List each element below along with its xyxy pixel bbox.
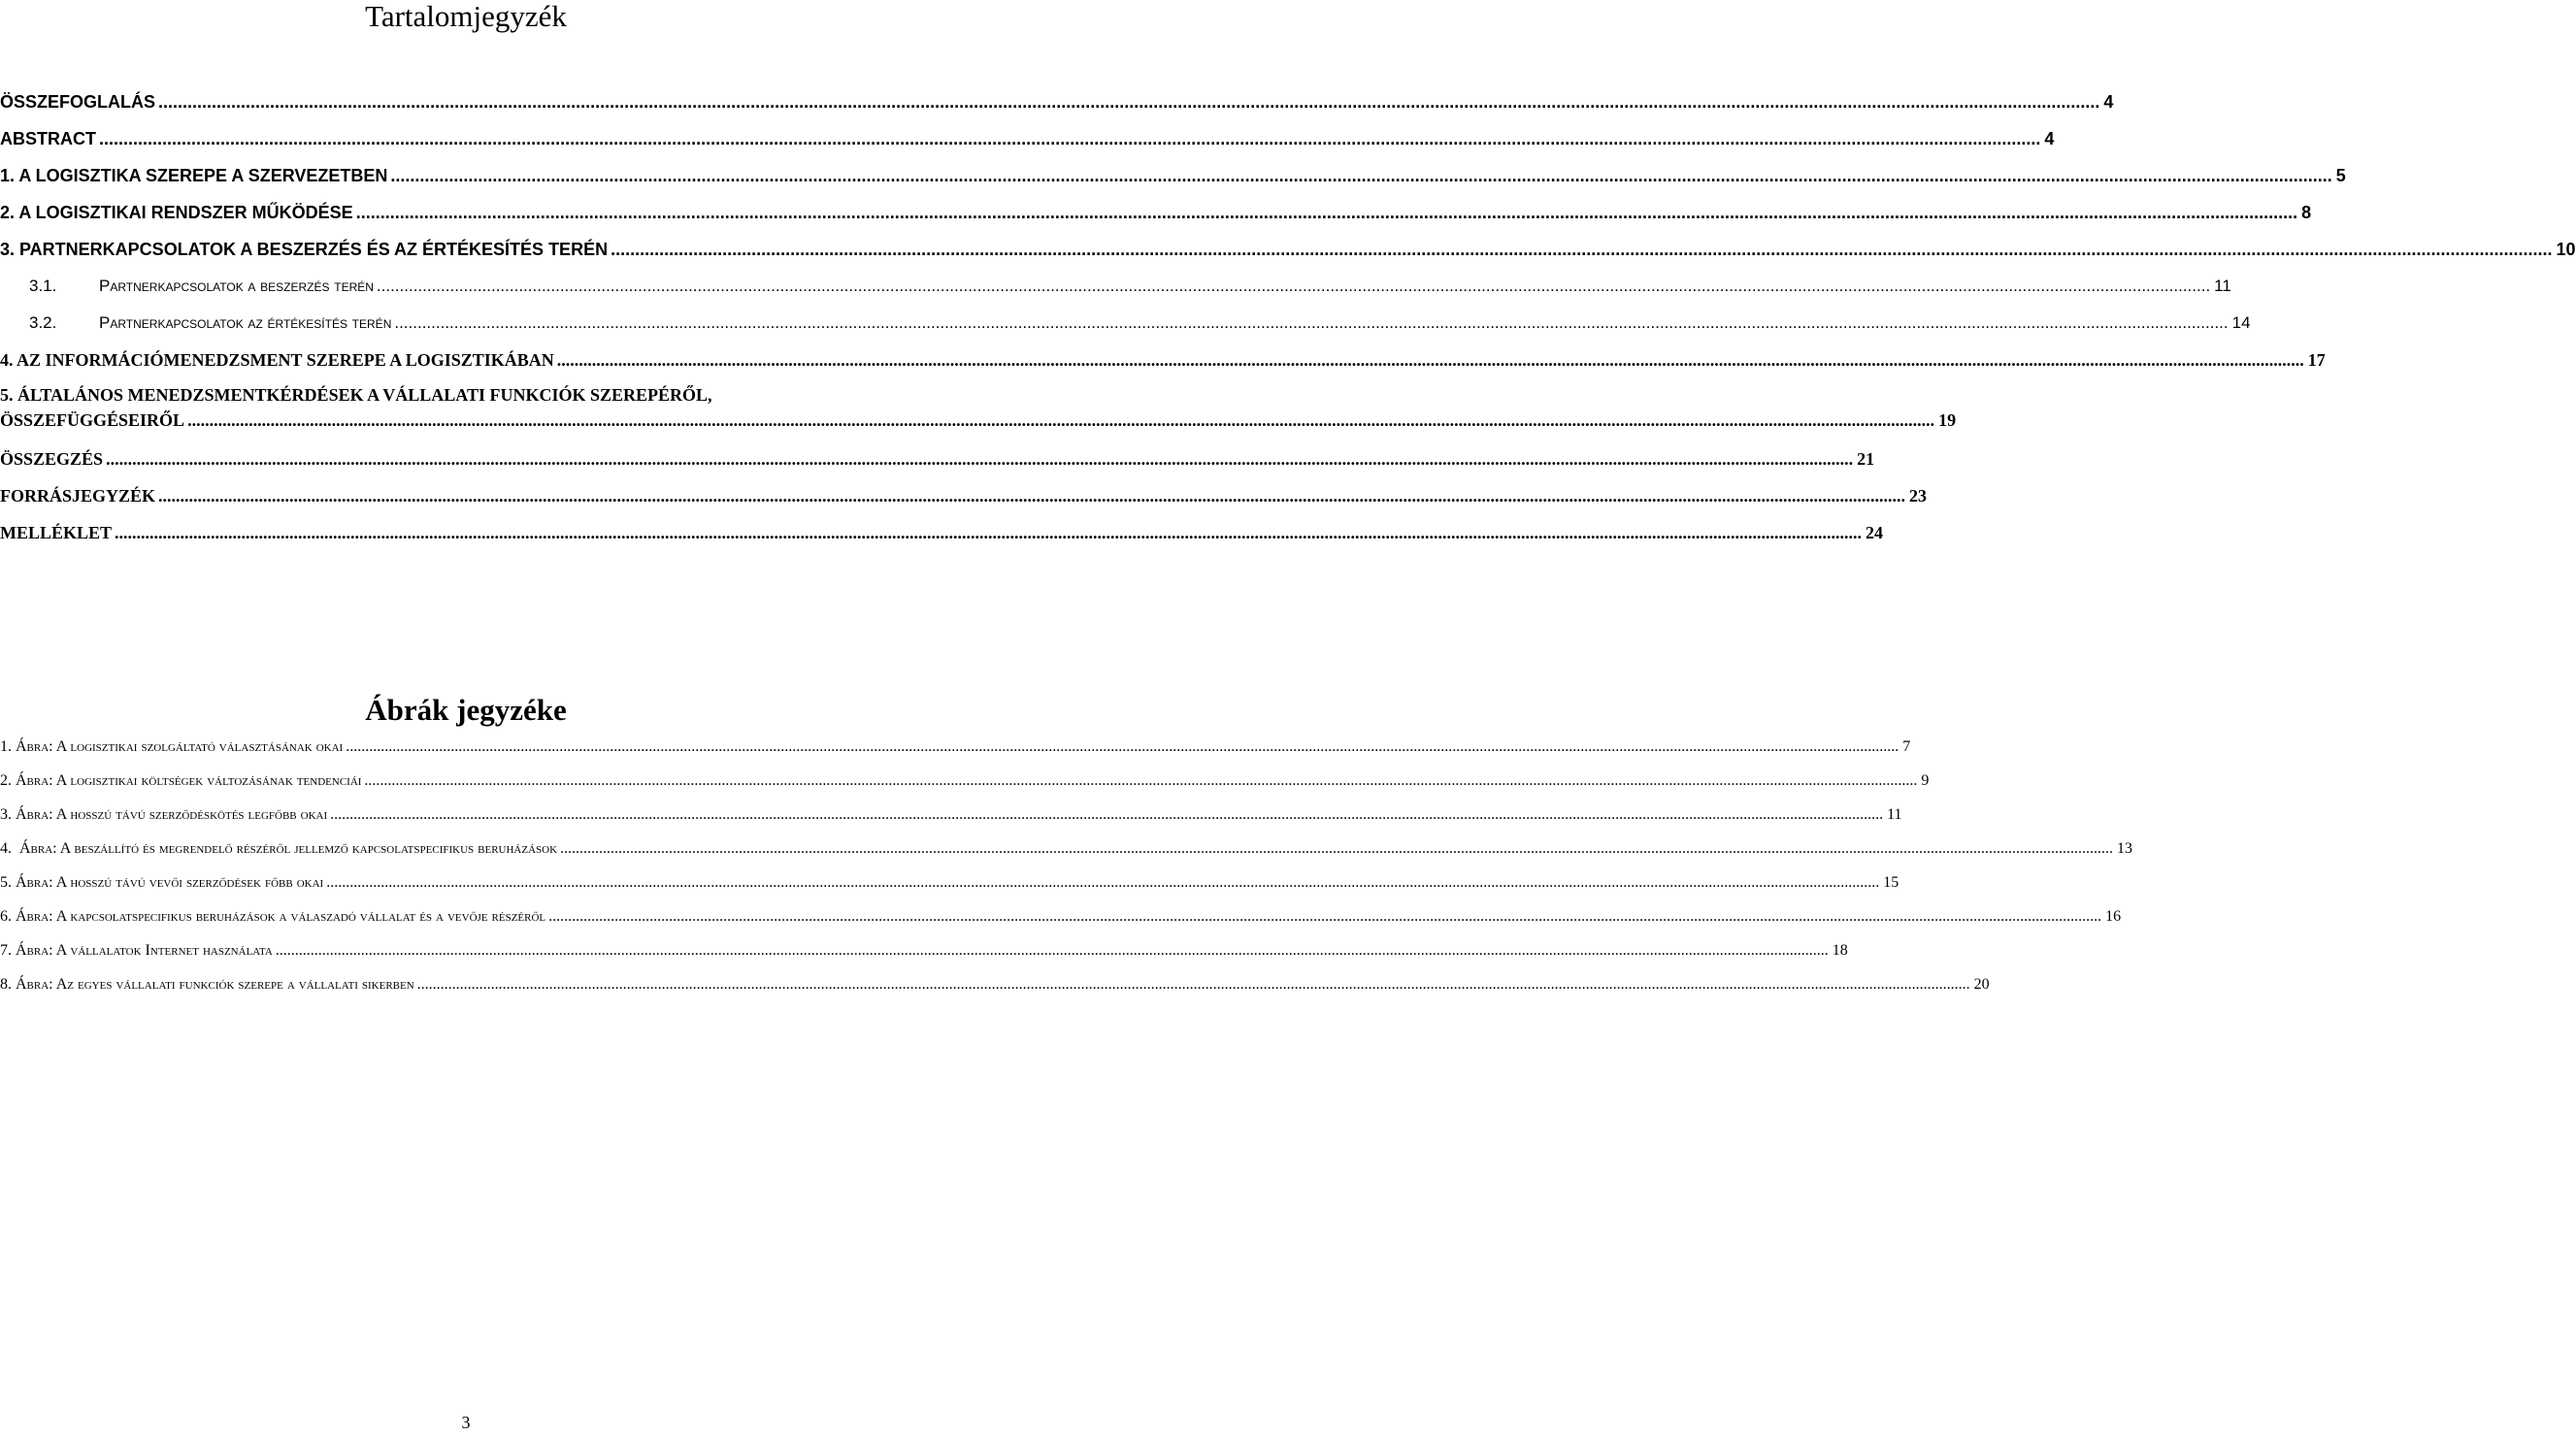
figure-entry-number: 3. [0,806,16,823]
figure-entry[interactable] [0,730,1911,764]
figure-entry-page: 13 [2117,840,2133,857]
figure-entry-page: 18 [1832,942,1848,959]
toc-entry-label-line2: ÖSSZEFÜGGÉSEIRŐL [0,410,185,430]
leader-dots: ................................................................................................................................................................................................................................................................................................................................................................................................................ [330,806,1884,823]
figure-entry-number: 6. [0,908,16,925]
figure-entry-number: 8. [0,976,16,993]
leader-dots: ................................................................................................................................................................................................................................................................................................................................................................................................................ [556,350,2304,370]
leader-dots: ................................................................................................................................................................................................................................................................................................................................................................................................................ [106,449,1854,469]
figure-entry-text: Ábra: A beszállító és megrendelő részéről jellemző kapcsolatspecifikus beruházások [19,840,558,857]
leader-dots: ................................................................................................................................................................................................................................................................................................................................................................................................................ [326,874,1880,891]
toc-entry-page: 8 [2301,203,2312,222]
figure-entry[interactable] [0,764,1930,798]
figure-entry-number: 7. [0,942,16,959]
list-of-figures [0,730,2133,1001]
toc-entry-page: 5 [2335,166,2346,185]
toc-subentry-label [29,305,392,342]
figure-entry-label [0,967,415,1001]
toc-entry-label: 2. A LOGISZTIKAI RENDSZER MŰKÖDÉSE [0,203,353,222]
figure-entry-text: Ábra: A hosszú távú vevői szerződések főbb okai [16,874,324,891]
page-title: Tartalomjegyzék [365,0,567,33]
toc-entry-label: FORRÁSJEGYZÉK [0,486,156,506]
figure-entry-text: Ábra: Az egyes vállalati funkciók szerepe a vállalati sikerben [16,976,414,993]
toc-entry-label: 3. PARTNERKAPCSOLATOK A BESZERZÉS ÉS AZ ÉRTÉKESÍTÉS TERÉN [0,240,609,259]
toc-entry-page: 24 [1866,523,1884,542]
toc-subentry-number: 3.1. [29,277,57,295]
figure-entry-label [0,730,344,764]
figure-entry-page: 15 [1883,874,1899,891]
toc-subentry[interactable] [0,305,2251,342]
toc-entry-page: 4 [2103,92,2114,112]
figure-entry[interactable] [0,832,2133,865]
toc-entry-page: 17 [2307,350,2326,370]
figure-entry-label [0,933,274,967]
toc-entry[interactable] [0,120,2055,157]
leader-dots: ................................................................................................................................................................................................................................................................................................................................................................................................................ [187,410,1935,430]
toc-entry[interactable] [0,231,2576,268]
figure-entry-text: Ábra: A hosszú távú szerződéskötés legfőbb okai [16,806,328,823]
figure-entry-label [0,832,558,865]
leader-dots: ................................................................................................................................................................................................................................................................................................................................................................................................................ [99,129,2041,148]
toc-entry-page: 4 [2044,129,2055,148]
table-of-contents [0,83,2576,551]
figure-entry-label [0,865,324,899]
figures-list-title: Ábrák jegyzéke [365,693,567,727]
toc-entry-label: ÖSSZEFOGLALÁS [0,92,156,112]
figure-entry-number: 1. [0,738,16,755]
toc-subentry[interactable] [0,268,2231,305]
figure-entry-label [0,899,546,933]
leader-dots: ................................................................................................................................................................................................................................................................................................................................................................................................................ [158,486,1906,506]
figure-entry[interactable] [0,933,1848,967]
leader-dots: ................................................................................................................................................................................................................................................................................................................................................................................................................ [416,976,1970,993]
leader-dots: ................................................................................................................................................................................................................................................................................................................................................................................................................ [376,277,2211,295]
leader-dots: ................................................................................................................................................................................................................................................................................................................................................................................................................ [548,908,2102,925]
figure-entry-text: Ábra: A logisztikai költségek változásának tendenciái [16,772,362,789]
toc-entry[interactable] [0,194,2312,231]
toc-entry-label: ABSTRACT [0,129,96,148]
leader-dots: ................................................................................................................................................................................................................................................................................................................................................................................................................ [611,240,2553,259]
figure-entry[interactable] [0,798,1902,832]
leader-dots: ................................................................................................................................................................................................................................................................................................................................................................................................................ [394,313,2229,332]
figure-entry-number: 2. [0,772,16,789]
toc-subentry-label [29,268,375,305]
leader-dots: ................................................................................................................................................................................................................................................................................................................................................................................................................ [158,92,2100,112]
toc-entry-label: 4. AZ INFORMÁCIÓMENEDZSMENT SZEREPE A LOGISZTIKÁBAN [0,350,554,370]
figure-entry-page: 9 [1921,772,1930,789]
figure-entry[interactable] [0,967,1990,1001]
toc-subentry-number: 3.2. [29,313,57,332]
leader-dots: ................................................................................................................................................................................................................................................................................................................................................................................................................ [364,772,1918,789]
toc-entry-page: 23 [1909,486,1928,506]
toc-entry-label: 1. A LOGISZTIKA SZEREPE A SZERVEZETBEN [0,166,388,185]
leader-dots: ................................................................................................................................................................................................................................................................................................................................................................................................................ [115,523,1863,542]
figure-entry-label [0,798,328,832]
leader-dots: ................................................................................................................................................................................................................................................................................................................................................................................................................ [275,942,1829,959]
leader-dots: ................................................................................................................................................................................................................................................................................................................................................................................................................ [346,738,1899,755]
toc-entry-label: MELLÉKLET [0,523,113,542]
toc-subentry-page: 11 [2214,277,2231,295]
toc-entry[interactable] [0,83,2114,120]
figure-entry[interactable] [0,899,2122,933]
toc-entry[interactable] [0,514,1884,551]
figure-entry-text: Ábra: A logisztikai szolgáltató választásának okai [16,738,344,755]
leader-dots: ................................................................................................................................................................................................................................................................................................................................................................................................................ [355,203,2298,222]
page-number: 3 [461,1413,471,1432]
toc-entry-label-line1: 5. ÁLTALÁNOS MENEDZSMENTKÉRDÉSEK A VÁLLALATI FUNKCIÓK SZEREPÉRŐL, [0,385,712,405]
leader-dots: ................................................................................................................................................................................................................................................................................................................................................................................................................ [560,840,2114,857]
figure-entry-label [0,764,362,798]
toc-subentry-text: Partnerkapcsolatok az értékesítés terén [99,313,392,332]
figure-entry-number: 4. [0,840,19,857]
toc-entry[interactable] [0,342,2326,378]
figure-entry-text: Ábra: A vállalatok Internet használata [16,942,273,959]
toc-entry-page: 19 [1938,410,1957,430]
figure-entry-text: Ábra: A kapcsolatspecifikus beruházások a válaszadó vállalat és a vevője részéről [16,908,546,925]
leader-dots: ................................................................................................................................................................................................................................................................................................................................................................................................................ [390,166,2332,185]
figure-entry-page: 11 [1887,806,1902,823]
figure-entry-number: 5. [0,874,16,891]
toc-entry[interactable] [0,157,2346,194]
toc-entry-page: 10 [2556,240,2576,259]
toc-entry[interactable] [0,477,1928,514]
toc-entry-page: 21 [1857,449,1875,469]
toc-subentry-page: 14 [2231,313,2251,332]
toc-entry[interactable] [0,378,1957,441]
toc-entry-line2 [0,408,1957,441]
toc-entry-label: ÖSSZEGZÉS [0,449,104,469]
toc-entry[interactable] [0,441,1875,477]
figure-entry-page: 16 [2105,908,2122,925]
figure-entry[interactable] [0,865,1899,899]
figure-entry-page: 20 [1973,976,1990,993]
toc-subentry-text: Partnerkapcsolatok a beszerzés terén [99,277,374,295]
figure-entry-page: 7 [1902,738,1911,755]
